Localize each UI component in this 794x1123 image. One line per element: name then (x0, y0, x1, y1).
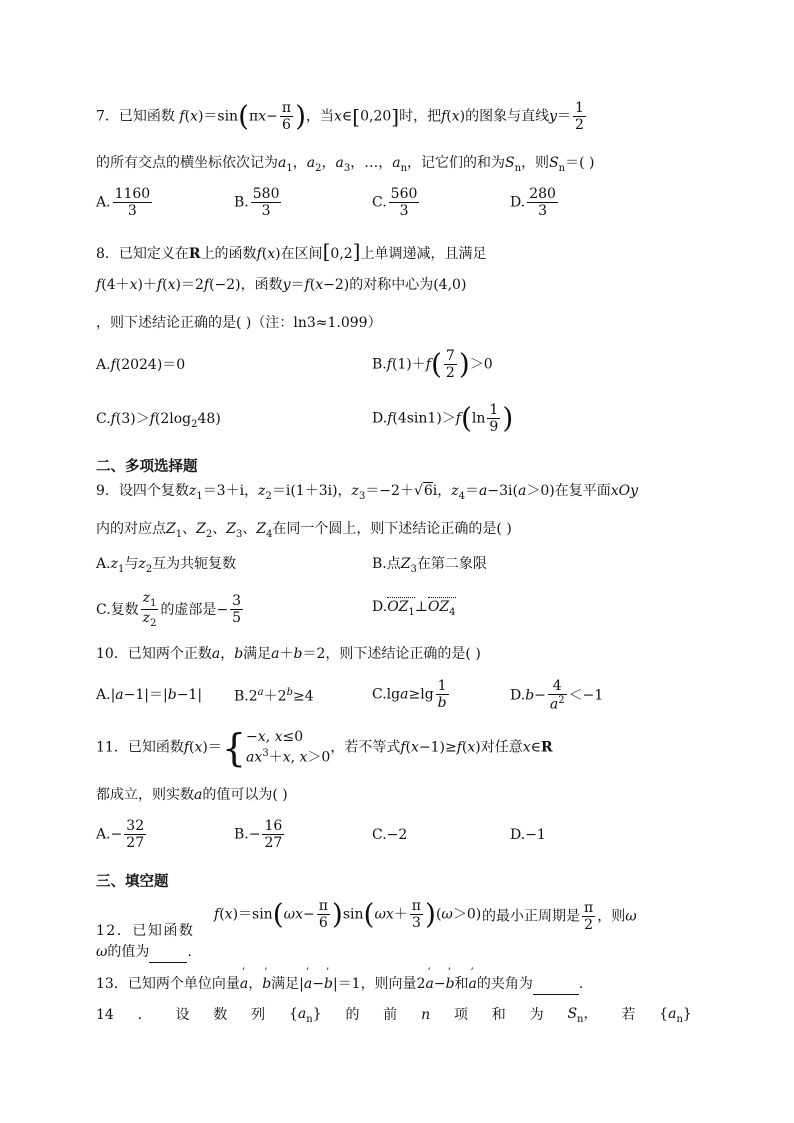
q13-line1: 13．已知两个单位向量’ a，’ b满足|’ a−’ b|＝1，则向量2’ a−’ b和’ a的夹角为 . (96, 975, 583, 995)
q10-option-a[interactable]: A.|a−1|＝|b−1| (96, 687, 203, 703)
q10-option-b[interactable]: $B.2^a+2^b\ge 4$ (234, 687, 314, 705)
q9-option-c[interactable]: C.复数 $\frac{z_1}{z_2}$ 的虚部是− $\frac{3}{5}$ (96, 590, 242, 630)
q11-option-a[interactable]: A.− $\frac{32}{27}$ (96, 818, 145, 852)
q9-option-a[interactable]: $A.z_1$与$z_2$互为共轭复数 (96, 556, 237, 575)
q8-line1: 8．已知定义在R上的函数f(x)在区间[0,2]上单调递减，且满足 (96, 239, 487, 263)
q12-formula: f(x)＝sin(ωx− $\frac{\pi}{6}$ )sin(ωx＋ $\frac{\pi}{3}$ )(ω＞0) (214, 897, 482, 932)
q7-line2: 的所有交点的横坐标依次记为$a_1$，$a_2$，$a_3$，…，$a_n$，记它们的和为$S_n$，则$S_n=$( ) (96, 155, 595, 174)
q10-option-d[interactable]: D.b− $\frac{4}{a^2}$ ＜−1 (510, 678, 604, 713)
q10-option-c[interactable]: C.lga≥lg $\frac{1}{b}$ (372, 678, 447, 712)
q8-option-b[interactable]: B.f(1)＋f( $\frac{7}{2}$ )＞0 (372, 347, 493, 382)
q9-option-d[interactable]: $D.OZ_1\perp OZ_4$ (372, 599, 456, 618)
section-fill-in: 三、填空题 (96, 874, 169, 890)
q11-option-d[interactable]: D.−1 (510, 827, 546, 843)
q11-line1: 11．已知函数f(x)＝{ −x, x≤0 $ax^3+x$, x＞0 ，若不等式f(x−1)≥f(x)对任意x∈R (96, 725, 553, 770)
q7-option-d[interactable]: D. $\frac{280}{3}$ (510, 186, 556, 220)
q8-line3: ，则下述结论正确的是( )（注：ln3≈1.099） (96, 315, 382, 331)
q7-option-b[interactable]: B. $\frac{580}{3}$ (234, 186, 280, 220)
q8-option-d[interactable]: D.f(4sin1)＞f(ln $\frac{1}{9}$ ) (372, 401, 514, 436)
q9-line2: 内的对应点$Z_1$、$Z_2$、$Z_3$、$Z_4$在同一个圆上，则下述结论正确的是( ) (96, 521, 512, 540)
q11-option-b[interactable]: B.− $\frac{16}{27}$ (234, 818, 283, 852)
q13-answer-blank[interactable] (533, 975, 579, 995)
q8-option-a[interactable]: A.f(2024)＝0 (96, 357, 186, 373)
q7-option-a[interactable]: A. $\frac{1160}{3}$ (96, 186, 151, 220)
q10-line1: 10．已知两个正数a，b满足a＋b＝2，则下述结论正确的是( ) (96, 646, 481, 662)
q11-option-c[interactable]: C.−2 (372, 827, 408, 843)
q8-option-c[interactable]: $C.f(3)>f(2\log_248)$ (96, 411, 221, 430)
section-multiple-choice: 二、多项选择题 (96, 459, 198, 475)
q9-line1: 9．设四个复数$z_1=3+i$，$z_2=i(1+3i)$，$z_3=-2+√6i$，$z_4=a-3i(a>0)$在复平面xOy (96, 483, 639, 502)
q11-line2: 都成立，则实数a的值可以为( ) (96, 787, 288, 803)
q12-answer-blank[interactable] (149, 943, 187, 963)
q12-label: 12．已知函数 (96, 923, 195, 939)
q14-line1: 14 ． 设 数 列 $\{a_n\}$ 的 前 n 项 和 为 $S_n$， 若 $\{a_n\}$ (96, 1006, 692, 1025)
q8-line2: f(4＋x)＋f(x)＝2f(−2)，函数y＝f(x−2)的对称中心为(4,0) (96, 277, 467, 293)
q12-text: 的最小正周期是 $\frac{\pi}{2}$ ，则ω (482, 900, 637, 934)
q7-line1: 7．已知函数 f(x)＝sin(πx− $\frac{\pi}{6}$ )，当x∈[0,20]时，把f(x)的图象与直线y＝ $\frac{1}{2}$ (96, 99, 584, 134)
q12-line2: ω的值为 . (96, 943, 192, 963)
q7-option-c[interactable]: C. $\frac{560}{3}$ (372, 186, 418, 220)
q9-option-b[interactable]: B.点$Z_3$在第二象限 (372, 556, 487, 575)
